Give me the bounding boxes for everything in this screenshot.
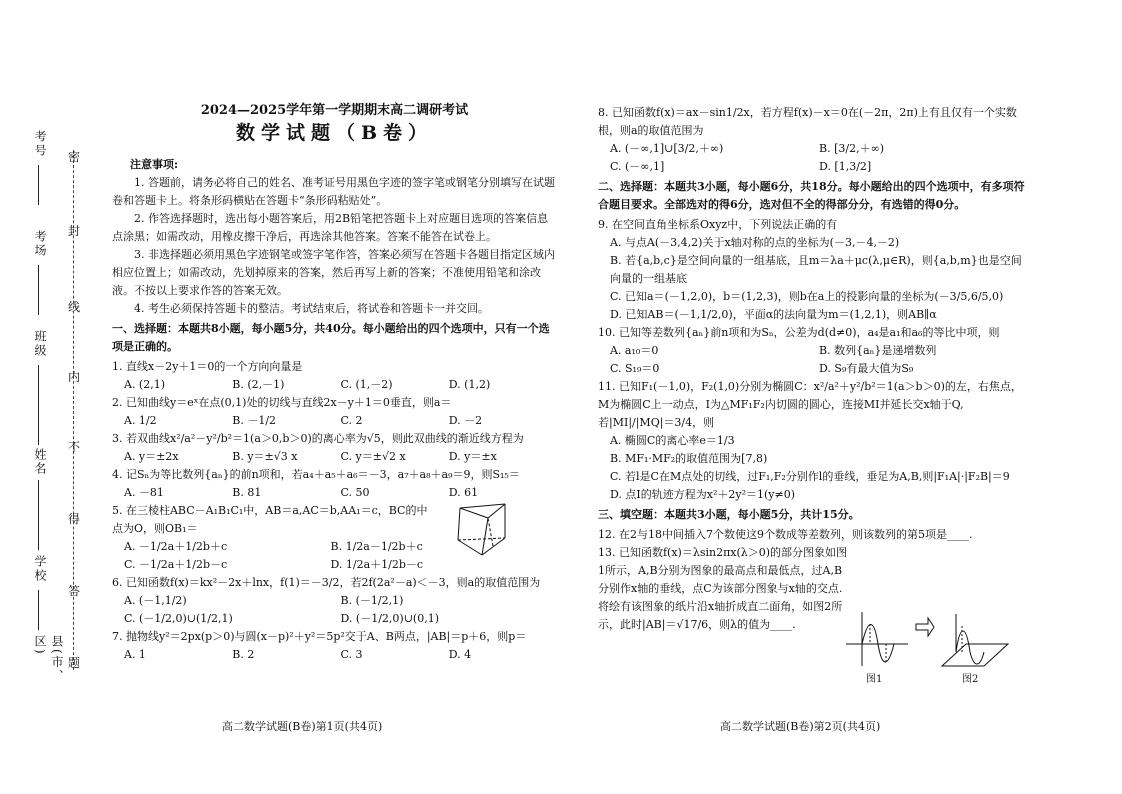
option: A. a₁₀＝0	[610, 344, 659, 357]
question	[598, 324, 1028, 378]
note-item: 3. 非选择题必须用黑色字迹钢笔或签字笔作答，答案必须写在答题卡各题目指定区域内相应位置上；如需改动，先划掉原来的答案，然后再写上新的答案；不准使用铅笔和涂改液。不按以上要求作答的答案无效。	[112, 248, 555, 297]
subject-title: 数学试题（B卷）	[235, 122, 434, 144]
footer-page-1: 高二数学试题(B卷)第1页(共4页)	[222, 720, 383, 733]
question	[598, 104, 1028, 176]
option: A. －1/2a＋1/2b＋c	[124, 540, 228, 553]
field-line	[38, 365, 39, 445]
question-stem: 3. 若双曲线x²/a²－y²/b²＝1(a＞0,b＞0)的离心率为√5，则此双曲线的渐近线方程为	[112, 432, 524, 445]
question	[112, 628, 557, 664]
option: A. 椭圆C的离心率e＝1/3	[610, 434, 735, 447]
option: D. (－1/2,0)∪(0,1)	[340, 612, 439, 625]
folded-graph-figure-2	[938, 608, 1010, 670]
option: B. 数列{aₙ}是递增数列	[819, 344, 937, 357]
question	[112, 358, 557, 394]
field-school: 学校	[33, 555, 47, 583]
field-line	[38, 480, 39, 550]
option: D. －2	[448, 414, 483, 427]
option: B. 1/2a－1/2b＋c	[330, 540, 423, 553]
option: D. [1,3/2]	[819, 160, 872, 173]
notes-heading: 注意事项:	[130, 158, 179, 171]
section-3-heading: 三、填空题：本题共3小题，每小题5分，共计15分。	[598, 508, 860, 521]
option: D. 点I的轨迹方程为x²＋2y²＝1(y≠0)	[610, 488, 796, 501]
fold-arrow-icon	[914, 612, 936, 642]
option: C. (1,－2)	[340, 378, 393, 391]
seal-char: 题	[68, 656, 81, 670]
fill-question: 12. 在2与18中间插入7个数使这9个数成等差数列，则该数列的第5项是____.	[598, 528, 973, 541]
question-stem: 9. 在空间直角坐标系Oxyz中，下列说法正确的有	[598, 218, 838, 231]
seal-char: 封	[68, 224, 81, 238]
option: B. 若{a,b,c}是空间向量的一组基底，且m＝λa＋μc(λ,μ∈R)，则{a,b,m}也是空间向量的一组基底	[610, 254, 1022, 285]
option: B. (2,－1)	[232, 378, 285, 391]
field-line	[38, 265, 39, 315]
option: C. 若l是C在M点处的切线，过F₁,F₂分别作l的垂线，垂足为A,B,则|F₁A|·|F₂B|＝9	[610, 470, 1010, 483]
figure-2-caption: 图2	[962, 674, 979, 685]
field-class: 班级	[33, 330, 47, 358]
section-2-heading: 二、选择题：本题共3小题，每小题6分，共18分。每小题给出的四个选项中，有多项符合题目要求。全部选对的得6分，选对但不全的得部分分，有选错的得0分。	[598, 180, 1025, 211]
option: B. MF₁·MF₂的取值范围为[7,8)	[610, 452, 768, 465]
option: C. 2	[340, 414, 363, 427]
seal-char: 不	[68, 440, 81, 454]
question-stem: 4. 记Sₙ为等比数列{aₙ}的前n项和，若a₄＋a₅＋a₆＝－3，a₇＋a₈＋a₉＝9，则S₁₅＝	[112, 468, 520, 481]
seal-char: 得	[68, 512, 81, 526]
option: C. 50	[340, 486, 370, 499]
option: A. －81	[124, 486, 164, 499]
note-item: 1. 答题前，请务必将自己的姓名、准考证号用黑色字迹的签字笔或钢笔分别填写在试题卷和答题卡上。将条形码横贴在答题卡“条形码粘贴处”。	[112, 176, 555, 207]
question-stem: 5. 在三棱柱ABC－A₁B₁C₁中，AB＝a,AC＝b,AA₁＝c，BC的中点为O，则OB₁＝	[112, 504, 428, 535]
option: D. 4	[448, 648, 472, 661]
question-stem: 8. 已知函数f(x)＝ax－sin1/2x，若方程f(x)－x＝0在(－2π，2π)上有且仅有一个实数根，则a的取值范围为	[598, 106, 1017, 137]
question-stem: 7. 抛物线y²＝2px(p＞0)与圆(x－p)²＋y²＝5p²交于A、B两点，|AB|＝p＋6，则p＝	[112, 630, 527, 643]
option: A. 与点A(－3,4,2)关于x轴对称的点的坐标为(－3,－4,－2)	[610, 236, 900, 249]
note-item: 2. 作答选择题时，选出每小题答案后，用2B铅笔把答题卡上对应题目选项的答案信息点涂黑；如需改动，用橡皮擦干净后，再选涂其他答案。答案不能答在试卷上。	[112, 212, 549, 243]
question	[598, 216, 1028, 324]
right-column	[598, 104, 1028, 634]
option: C. S₁₉＝0	[610, 362, 660, 375]
note-item: 4. 考生必须保持答题卡的整洁。考试结束后，将试卷和答题卡一并交回。	[134, 302, 489, 315]
question-stem: 10. 已知等差数列{aₙ}前n项和为Sₙ，公差为d(d≠0)，a₄是a₁和a₆的等比中项，则	[598, 326, 1000, 339]
question-stem: 1. 直线x－2y＋1＝0的一个方向向量是	[112, 360, 303, 373]
option: A. (2,1)	[124, 378, 166, 391]
option: D. y＝±x	[448, 450, 497, 463]
option: C. 已知a＝(－1,2,0)，b＝(1,2,3)，则b在a上的投影向量的坐标为(－3/5,6/5,0)	[610, 290, 1004, 303]
option: B. (－1/2,1)	[340, 594, 404, 607]
option: B. y＝±√3 x	[232, 450, 298, 463]
field-name: 姓名	[33, 448, 47, 476]
option: C. y＝±√2 x	[340, 450, 406, 463]
option: A. y＝±2x	[124, 450, 179, 463]
fill-question: 13. 已知函数f(x)＝λsin2πx(λ＞0)的部分图象如图1所示，A,B分别为图象的最高点和最低点，过A,B分别作x轴的垂线，点C为该部分图象与x轴的交点.将绘有该图象的纸片沿x轴折成直二面角，如图2所示，此时|AB|＝√17/6，则λ的值为____.	[598, 546, 848, 631]
sine-graph-figure-1	[842, 608, 912, 670]
seal-char: 答	[68, 584, 81, 598]
option: A. (－∞,1]∪[3/2,＋∞)	[610, 142, 724, 155]
field-line	[38, 590, 39, 630]
seal-char: 内	[68, 370, 81, 384]
option: B. －1/2	[232, 414, 277, 427]
field-exam-room: 考场	[33, 230, 47, 258]
option: C. －1/2a＋1/2b－c	[124, 558, 228, 571]
footer-page-2: 高二数学试题(B卷)第2页(共4页)	[720, 720, 881, 733]
option: D. 1/2a＋1/2b－c	[330, 558, 424, 571]
option: C. (－1/2,0)∪(1/2,1)	[124, 612, 233, 625]
option: D. 61	[448, 486, 479, 499]
option: A. (－1,1/2)	[124, 594, 187, 607]
option: A. 1/2	[124, 414, 157, 427]
question	[112, 430, 557, 466]
section-1-heading: 一、选择题：本题共8小题，每小题5分，共40分。每小题给出的四个选项中，只有一个选项是正确的。	[112, 322, 550, 353]
option: D. S₉有最大值为S₉	[819, 362, 914, 375]
option: D. (1,2)	[448, 378, 491, 391]
question-stem: 2. 已知曲线y＝eˣ在点(0,1)处的切线与直线2x－y＋1＝0垂直，则a＝	[112, 396, 452, 409]
question	[598, 378, 1028, 504]
seal-char: 线	[68, 300, 81, 314]
exam-title: 2024—2025学年第一学期期末高二调研考试	[200, 103, 469, 118]
question	[112, 466, 557, 502]
option: D. 已知AB＝(－1,1/2,0)，平面α的法向量为m＝(1,2,1)，则AB∥α	[610, 308, 937, 321]
prism-figure	[450, 500, 520, 562]
binding-strip	[14, 130, 104, 690]
option: B. 2	[232, 648, 255, 661]
option: B. 81	[232, 486, 262, 499]
figure-1-caption: 图1	[866, 674, 883, 685]
option: C. (－∞,1]	[610, 160, 665, 173]
option: C. 3	[340, 648, 363, 661]
question-stem: 6. 已知函数f(x)＝kx²－2x＋lnx，f(1)＝－3/2，若2f(2a²－a)＜－3，则a的取值范围为	[112, 576, 541, 589]
field-county: 县(市、区)	[33, 635, 64, 684]
seal-char: 密	[68, 150, 81, 164]
question	[112, 394, 557, 430]
option: A. 1	[124, 648, 146, 661]
field-line	[38, 165, 39, 205]
question	[112, 574, 557, 628]
question-stem: 11. 已知F₁(－1,0)，F₂(1,0)分别为椭圆C：x²/a²＋y²/b²＝1(a＞b＞0)的左，右焦点，M为椭圆C上一动点，I为△MF₁F₂内切圆的圆心，连接MI并延长交x轴于Q,若|MI|/|MQ|＝3/4，则	[598, 380, 1022, 429]
left-column	[112, 96, 557, 664]
option: B. [3/2,＋∞)	[819, 142, 885, 155]
field-exam-number: 考号	[33, 130, 47, 158]
